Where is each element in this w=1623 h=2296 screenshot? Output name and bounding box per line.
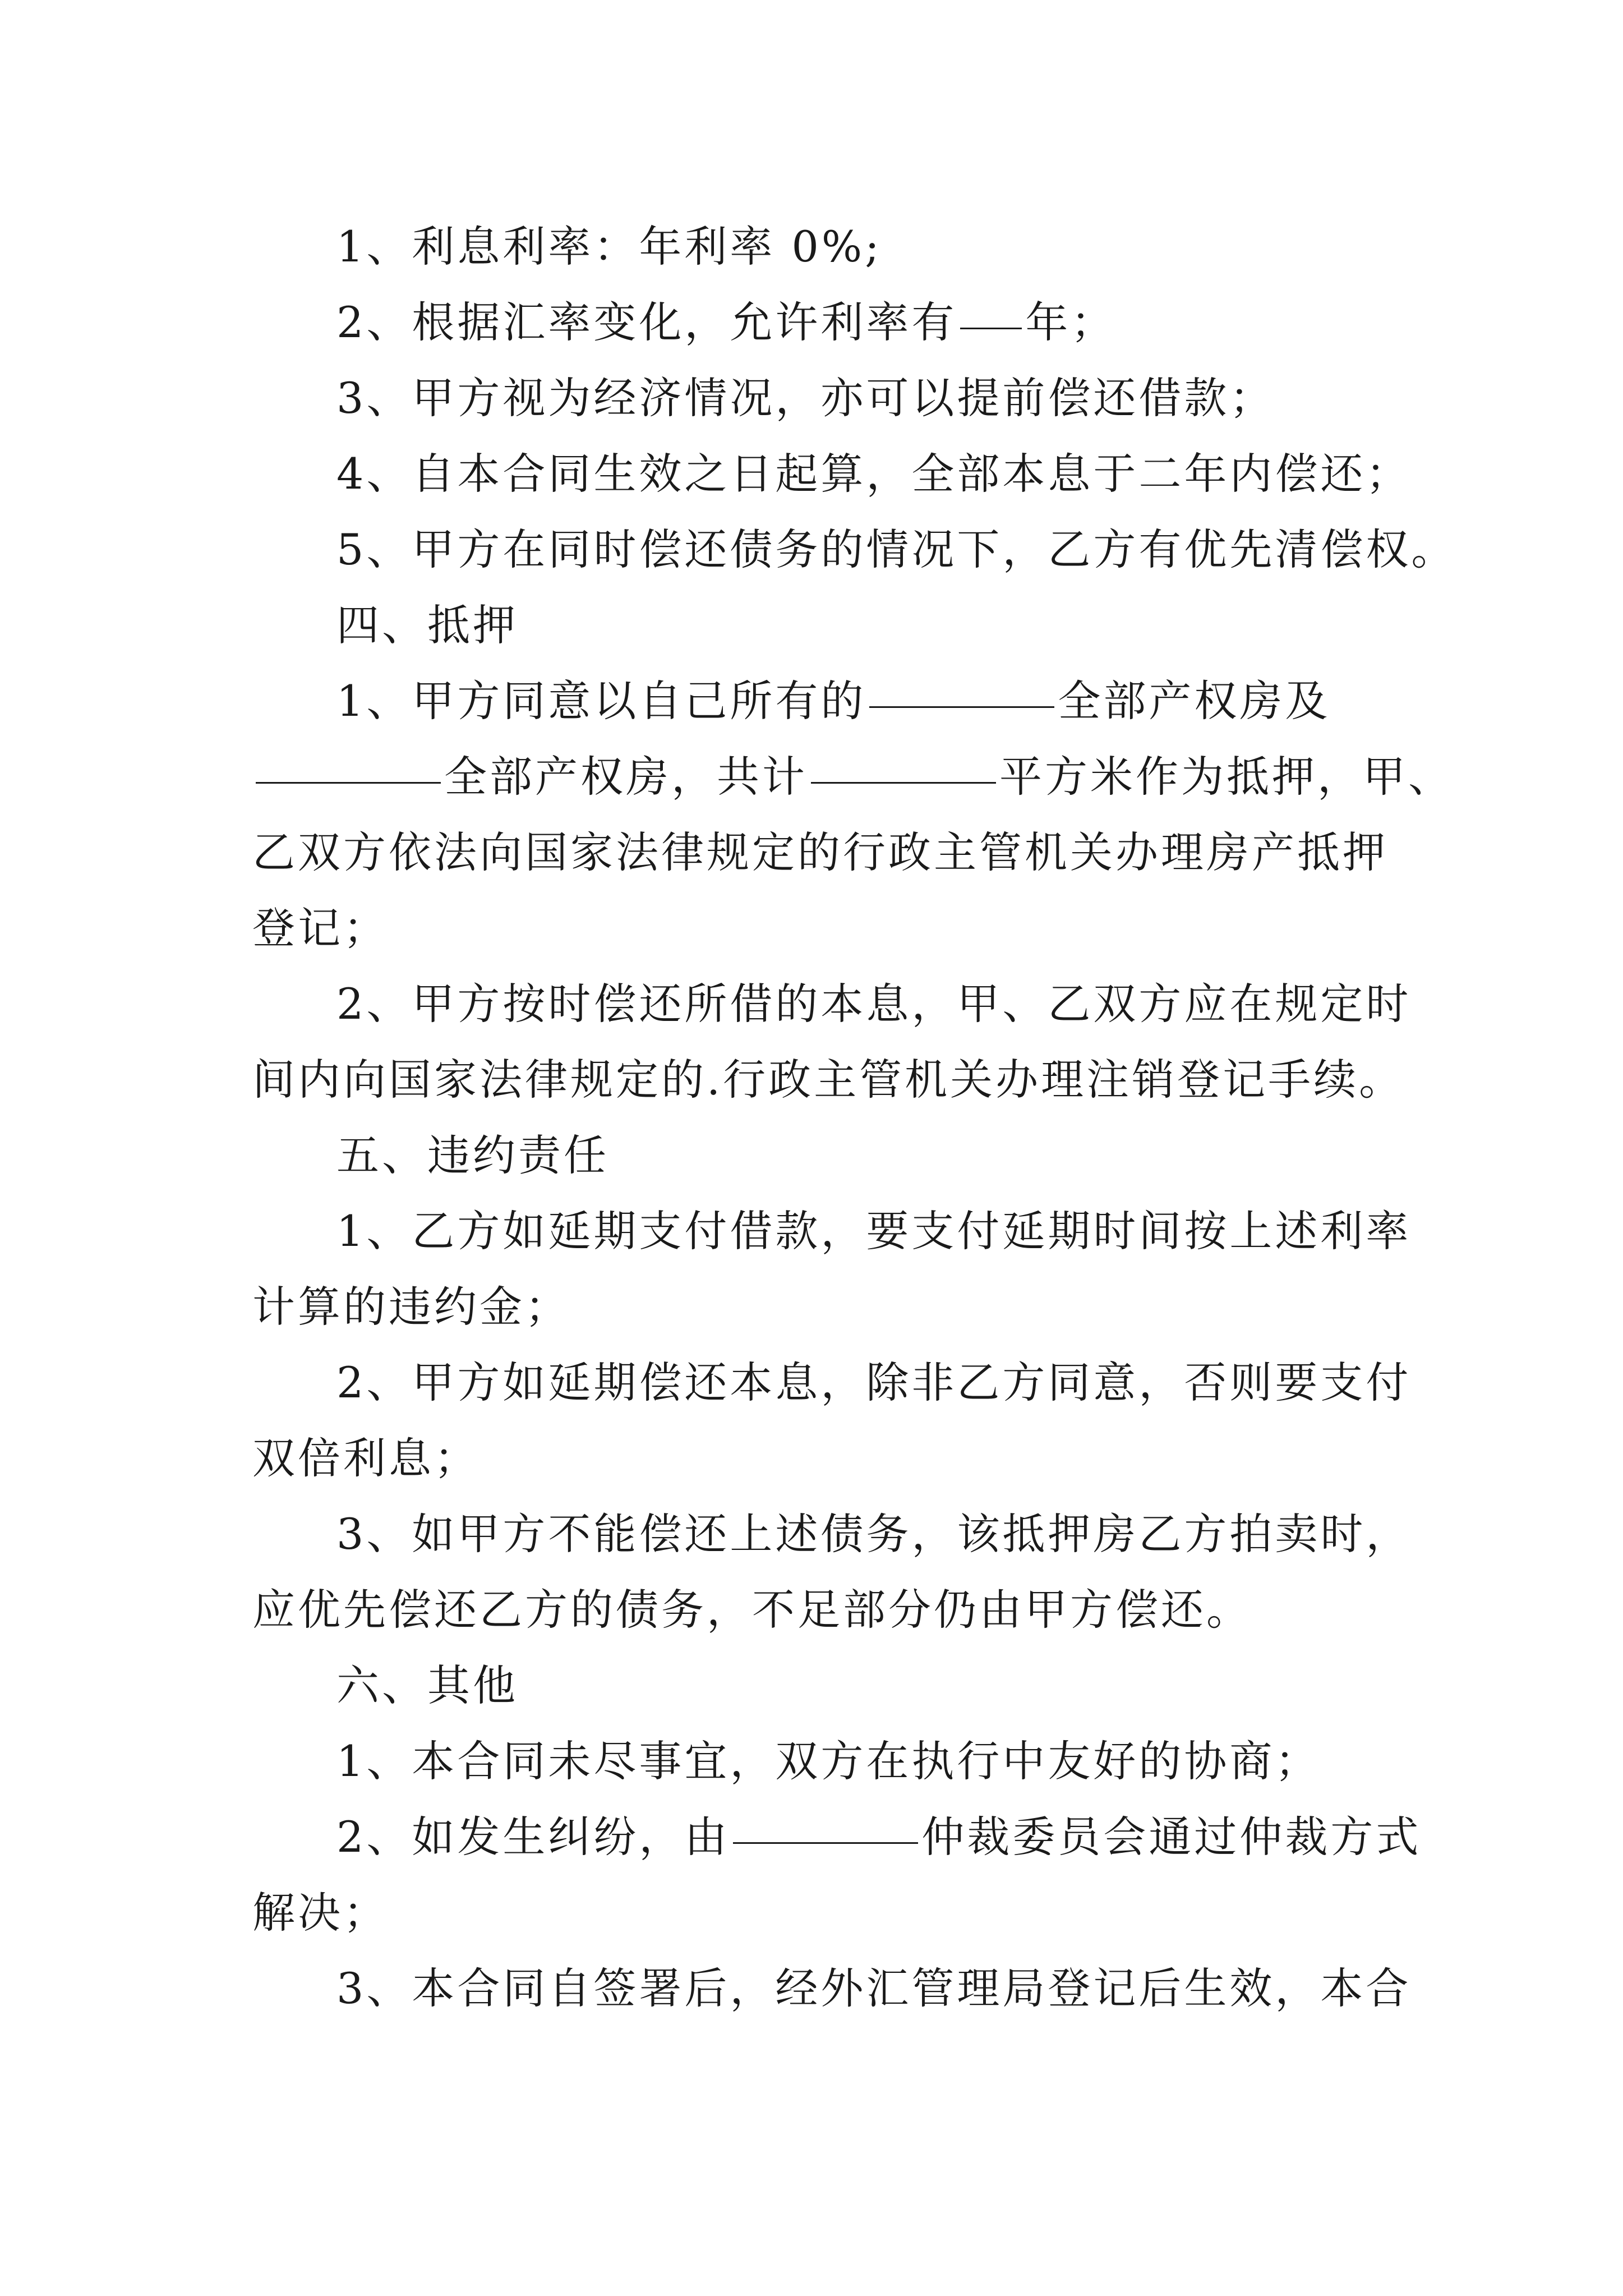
text-span: 双倍利息； (252, 1433, 479, 1483)
text-line (336, 965, 1475, 1043)
text-span: 计算的违约金； (252, 1282, 570, 1332)
text-span: 5、甲方在同时偿还债务的情况下，乙方有优先清偿权。 (336, 524, 1457, 574)
text-span: 3、甲方视为经济情况，亦可以提前偿还借款； (336, 373, 1275, 423)
text-line (252, 1419, 1391, 1498)
text-line (252, 1268, 1391, 1346)
text-line (336, 359, 1475, 438)
section-heading (336, 1646, 1475, 1725)
text-line (336, 435, 1475, 513)
text-span: 1、本合同未尽事宜，双方在执行中友好的协商； (336, 1736, 1321, 1786)
text-line (336, 510, 1475, 589)
text-span: 4、自本合同生效之日起算，全部本息于二年内偿还； (336, 449, 1412, 499)
text-line (252, 813, 1391, 892)
text-line (336, 1343, 1475, 1422)
text-span: 四、抵押 (336, 600, 518, 650)
text-span: 六、其他 (336, 1660, 518, 1710)
text-span: 年； (1025, 297, 1117, 347)
section-heading (336, 586, 1475, 665)
text-line (336, 208, 1475, 286)
text-span: 全部产权房，共计 (444, 752, 808, 802)
text-span: 间内向国家法律规定的.行政主管机关办理注销登记手续。 (252, 1055, 1405, 1105)
text-span: 2、根据汇率变化，允许利率有 (336, 297, 957, 347)
text-span: 应优先偿还乙方的债务，不足部分仍由甲方偿还。 (252, 1585, 1252, 1635)
text-span: 2、如发生纠纷，由 (336, 1812, 730, 1862)
fill-in-blank (733, 1842, 918, 1844)
text-span: 3、本合同自签署后，经外汇管理局登记后生效，本合 (336, 1963, 1412, 2013)
text-line (252, 1571, 1391, 1649)
text-line (336, 283, 1475, 362)
text-span: 1、乙方如延期支付借款，要支付延期时间按上述利率 (336, 1206, 1412, 1256)
text-span: 五、违约责任 (336, 1130, 609, 1180)
text-line (252, 889, 1391, 968)
text-span: 全部产权房及 (1058, 676, 1331, 726)
text-span: 乙双方依法向国家法律规定的行政主管机关办理房产抵押 (252, 827, 1388, 877)
text-span: 登记； (252, 903, 389, 953)
text-line (336, 1192, 1475, 1271)
text-line (336, 1798, 1475, 1876)
text-line (336, 662, 1475, 740)
fill-in-blank (960, 327, 1022, 329)
section-heading (336, 1116, 1475, 1195)
text-span: 平方米作为抵押，甲、 (999, 752, 1454, 802)
text-span: 3、如甲方不能偿还上述债务，该抵押房乙方拍卖时， (336, 1509, 1412, 1559)
text-line (252, 1041, 1405, 1119)
fill-in-blank (869, 706, 1054, 708)
fill-in-blank (256, 781, 441, 784)
text-span: 解决； (252, 1888, 389, 1938)
text-line (336, 1949, 1475, 2028)
text-line (252, 738, 1454, 816)
fill-in-blank (811, 781, 996, 784)
text-line (336, 1722, 1475, 1801)
text-span: 1、利息利率：年利率 0%; (336, 222, 882, 272)
text-line (252, 1874, 1391, 1952)
text-line (336, 1495, 1475, 1573)
text-span: 仲裁委员会通过仲裁方式 (921, 1812, 1422, 1862)
text-span: 2、甲方如延期偿还本息，除非乙方同意，否则要支付 (336, 1358, 1412, 1407)
text-span: 1、甲方同意以自己所有的 (336, 676, 866, 726)
text-span: 2、甲方按时偿还所借的本息，甲、乙双方应在规定时 (336, 979, 1412, 1029)
